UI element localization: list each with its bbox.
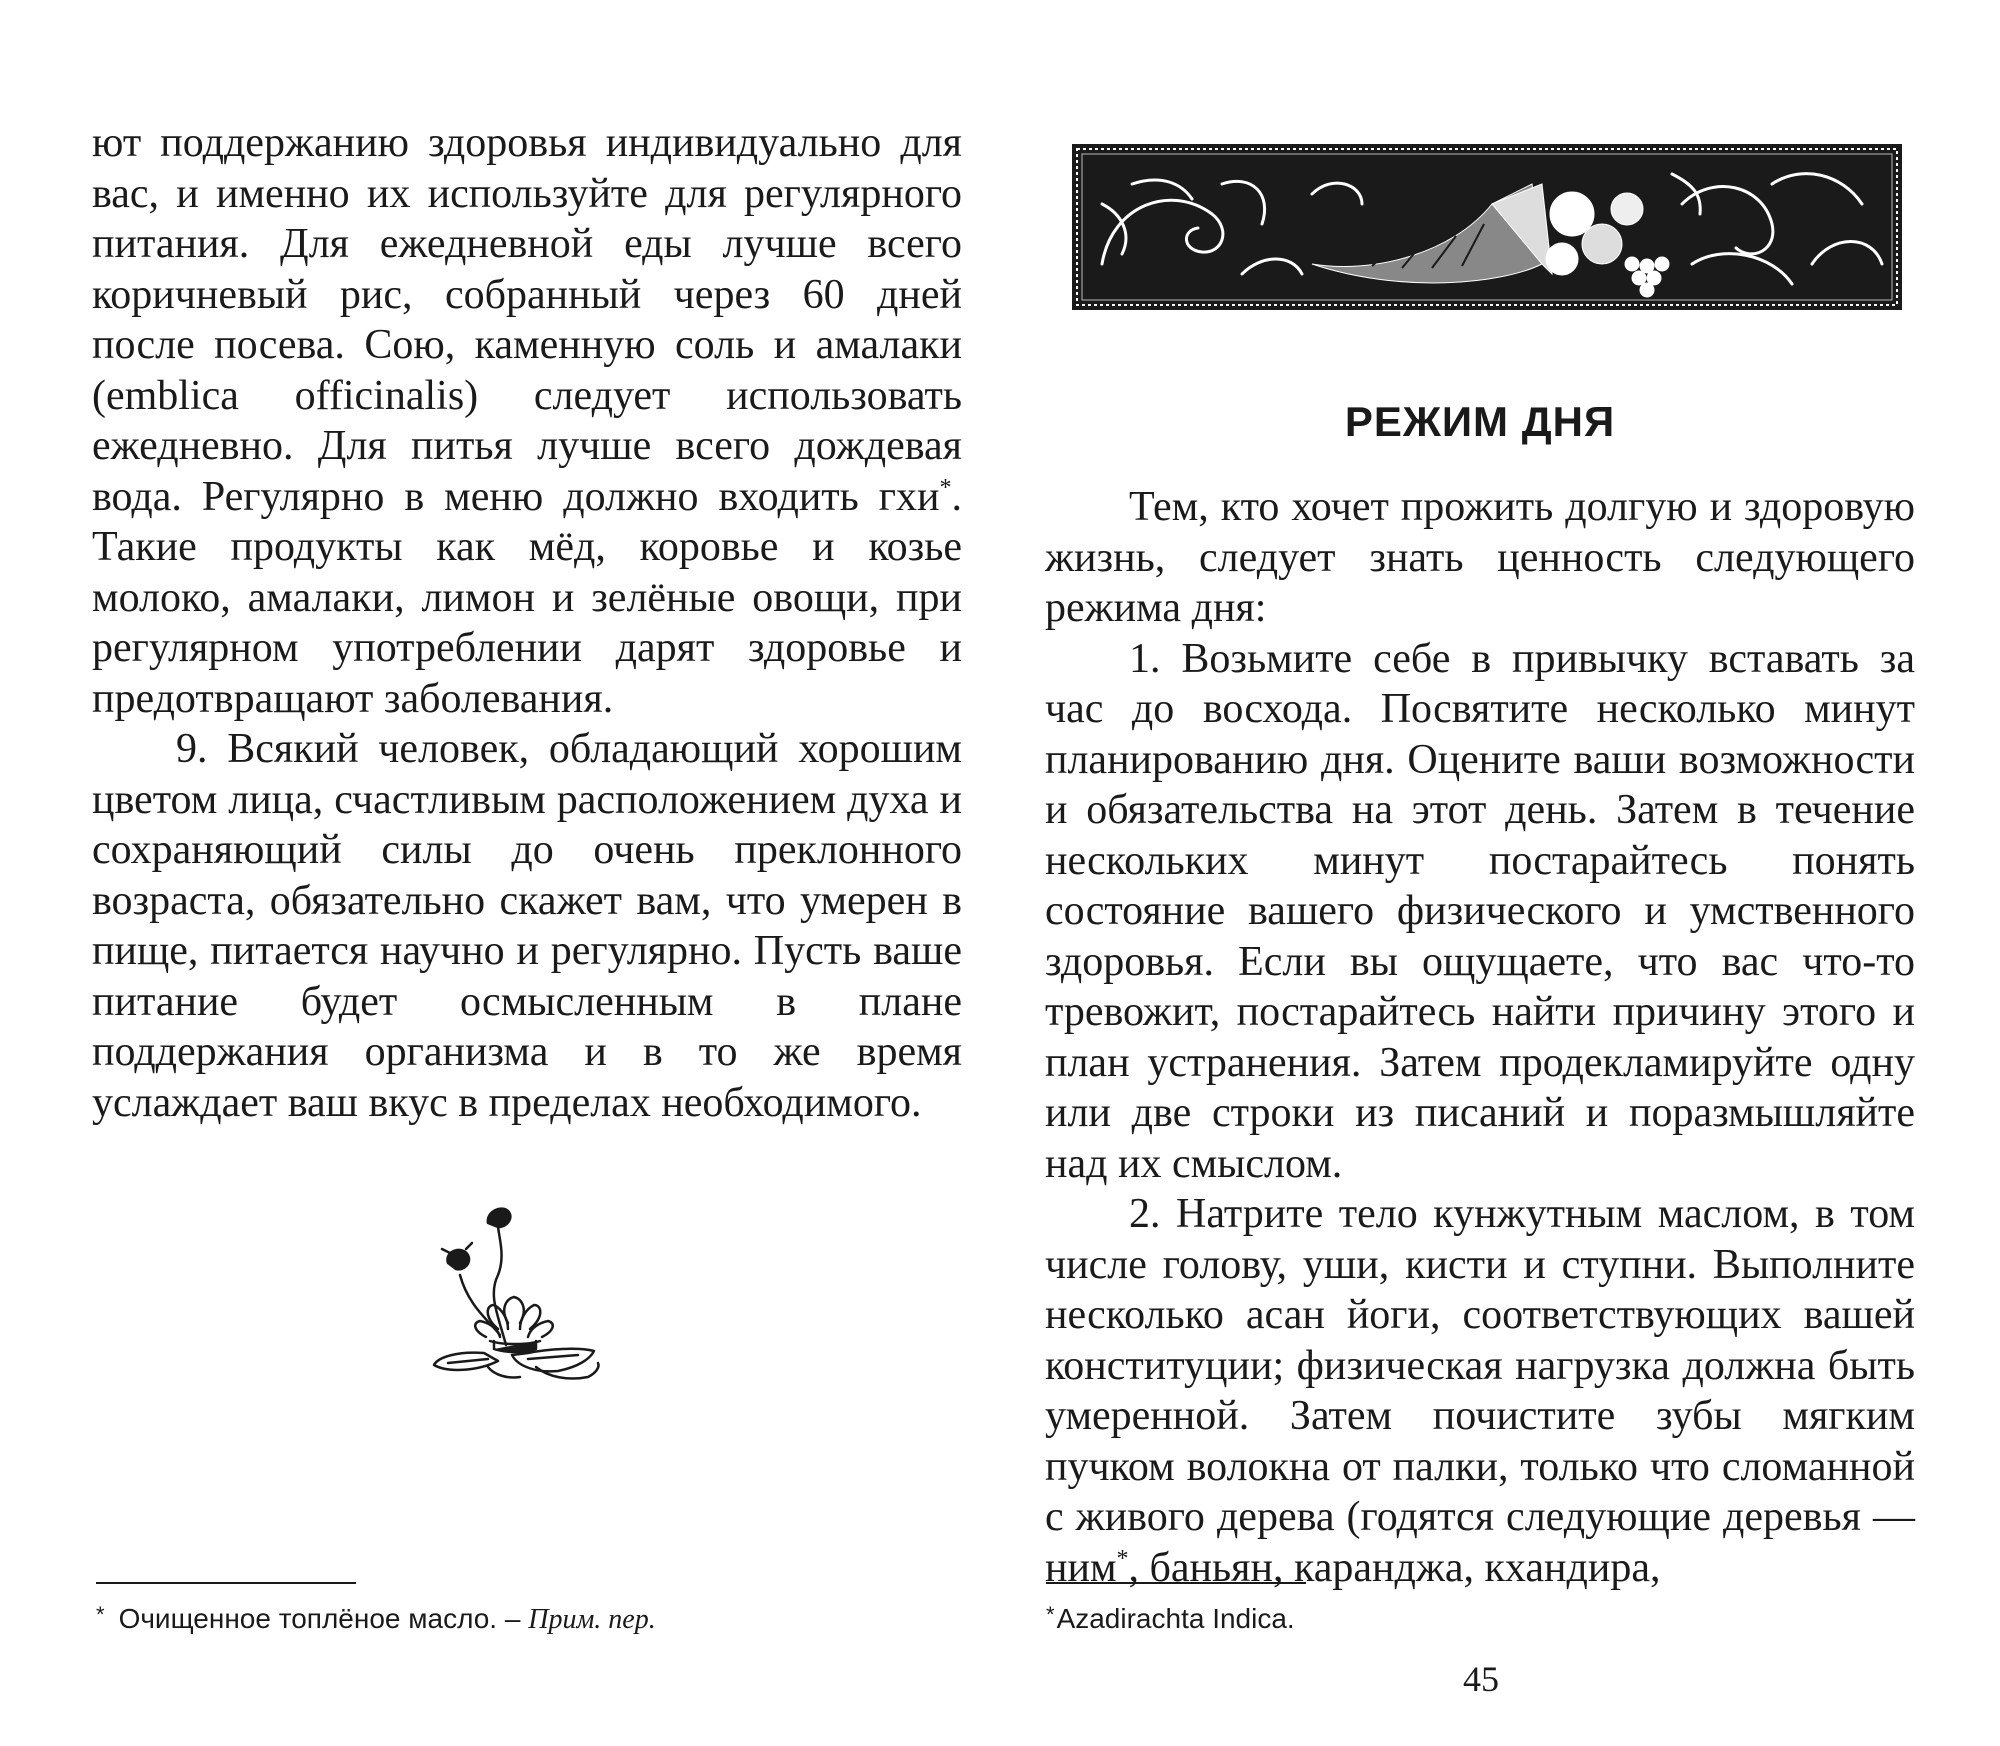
footnote xyxy=(1046,1598,1295,1636)
paragraph-text: . Такие продукты как мёд, коровье и козье молоко, амалаки, лимон и зелёные овощи, при регулярном употреблении дарят здоровье и предотвращают заболевания. xyxy=(92,473,962,722)
left-body-text xyxy=(92,118,962,1128)
footnote-divider xyxy=(1046,1582,1306,1584)
paragraph-text: ют поддержанию здоровья индивидуально для вас, и именно их используйте для регулярного питания. Для ежедневной еды лучше всего коричневый рис, собранный через 60 дней после посева. Сою, каменную соль и амалаки (emblica officinalis) следует использовать ежедневно. Для питья лучше всего дождевая вода. Регулярно в меню должно входить гхи xyxy=(92,120,962,520)
paragraph-text: , баньян, каранджа, кхандира, xyxy=(1128,1544,1661,1591)
page-number: 45 xyxy=(1463,1659,1499,1699)
footnote-text: Очищенное топлёное масло. – xyxy=(118,1603,529,1634)
paragraph: Тем, кто хочет прожить долгую и здоровую жизнь, следует знать ценность следующего режима дня: xyxy=(1045,484,1915,631)
section-heading: РЕЖИМ ДНЯ xyxy=(1344,398,1616,445)
right-body-text xyxy=(1045,482,1915,1593)
footnote-note: Прим. пер. xyxy=(528,1604,656,1635)
footnote-marker: * xyxy=(1046,1602,1055,1627)
footnote-marker: * xyxy=(96,1602,105,1627)
lotus-flower-icon xyxy=(428,1205,608,1400)
footnote-text: Azadirachta Indica. xyxy=(1056,1603,1295,1634)
paragraph: 9. Всякий человек, обладающий хорошим цветом лица, счастливым расположением духа и сохраняющий силы до очень преклонного возраста, обязательно скажет вам, что умерен в пище, питается научно и регулярно. Пусть ваше питание будет осмысленным в плане поддержания организма и в то же время услаждает ваш вкус в пределах необходимого. xyxy=(92,726,962,1126)
paragraph-text: 2. Натрите тело кунжутным маслом, в том числе голову, уши, кисти и ступни. Выполните несколько асан йоги, соответствующих вашей конституции; физическая нагрузка должна быть умеренной. Затем почистите зубы мягким пучком волокна от палки, только что сломанной с живого дерева (годятся следующие деревья — ним xyxy=(1045,1191,1915,1591)
footnote xyxy=(96,1598,656,1637)
footnote-marker: * xyxy=(939,474,952,501)
footnote-divider xyxy=(96,1582,356,1584)
paragraph xyxy=(1045,1189,1915,1593)
cornucopia-banner-icon xyxy=(1072,144,1902,310)
paragraph xyxy=(92,118,962,724)
footnote-marker: * xyxy=(1116,1545,1129,1572)
paragraph: 1. Возьмите себе в привычку вставать за час до восхода. Посвятите несколько минут планированию дня. Оцените ваши возможности и обязательства на этот день. Затем в течение нескольких минут постарайтесь понять состояние вашего физического и умственного здоровья. Если вы ощущаете, что вас что-то тревожит, постарайтесь найти причину этого и план устранения. Затем продекламируйте одну или две строки из писаний и поразмышляйте над их смыслом. xyxy=(1045,635,1915,1187)
right-page xyxy=(1000,0,2000,1746)
